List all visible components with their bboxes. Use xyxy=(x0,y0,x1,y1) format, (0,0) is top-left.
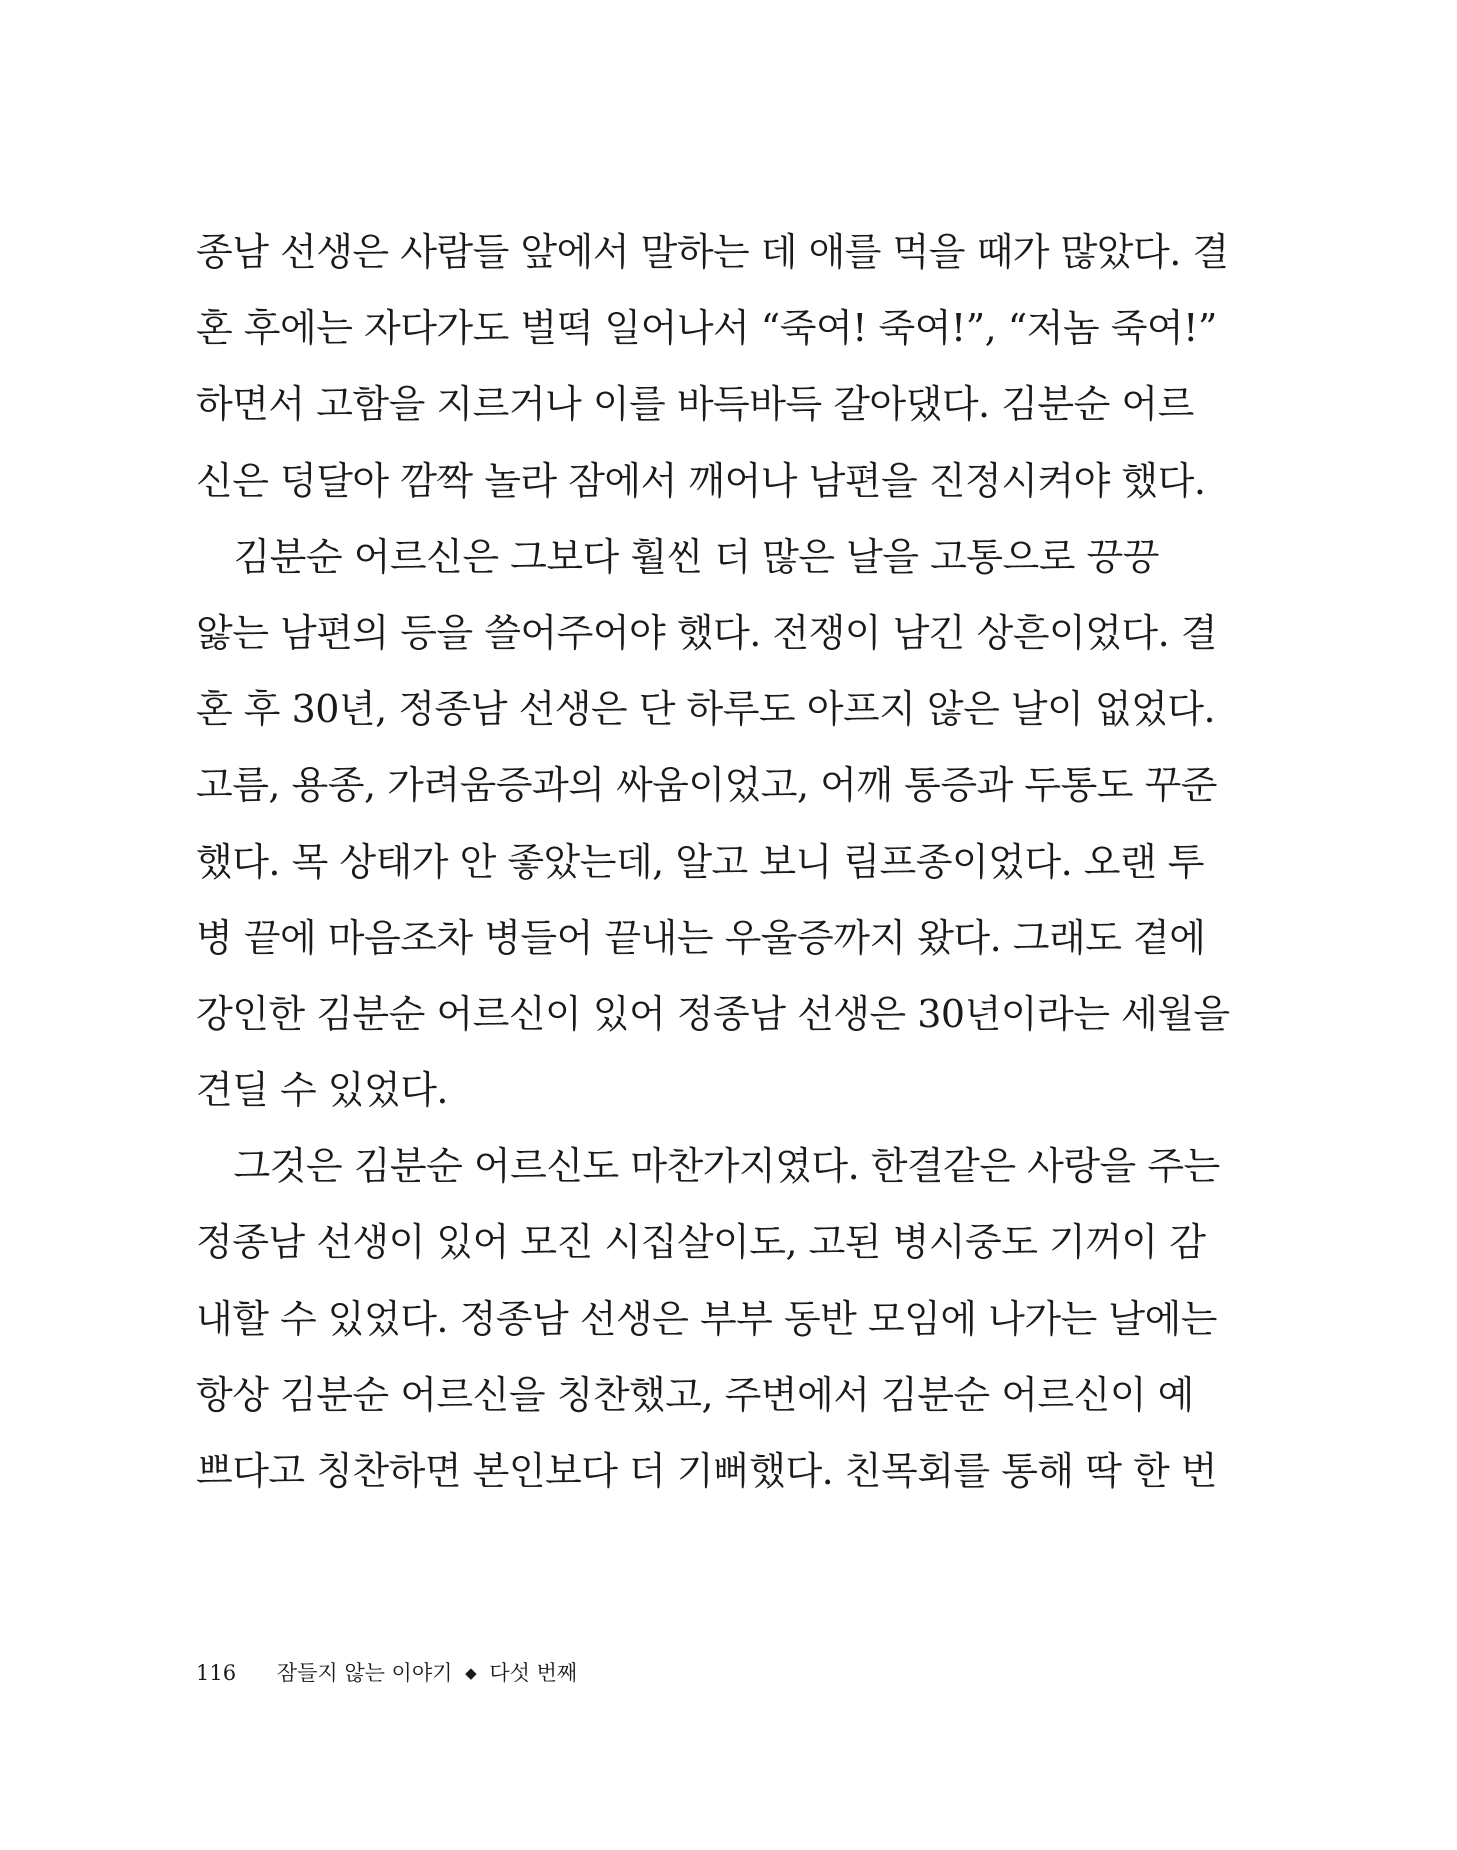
text-line: 병 끝에 마음조차 병들어 끝내는 우울증까지 왔다. 그래도 곁에 xyxy=(196,915,1206,960)
text-line: 했다. 목 상태가 안 좋았는데, 알고 보니 림프종이었다. 오랜 투 xyxy=(196,839,1204,884)
text-line: 종남 선생은 사람들 앞에서 말하는 데 애를 먹을 때가 많았다. 결 xyxy=(196,230,1229,274)
page-number: 116 xyxy=(196,1661,237,1685)
volume-label: 다섯 번째 xyxy=(489,1661,578,1685)
text-line: 김분순 어르신은 그보다 훨씬 더 많은 날을 고통으로 끙끙 xyxy=(196,534,1159,579)
text-line: 혼 후에는 자다가도 벌떡 일어나서 “죽여! 죽여!”, “저놈 죽여!” xyxy=(196,306,1217,351)
text-line: 앓는 남편의 등을 쓸어주어야 했다. 전쟁이 남긴 상흔이었다. 결 xyxy=(196,610,1217,655)
text-line: 고름, 용종, 가려움증과의 싸움이었고, 어깨 통증과 두통도 꾸준 xyxy=(196,763,1217,808)
text-line: 내할 수 있었다. 정종남 선생은 부부 동반 모임에 나가는 날에는 xyxy=(196,1296,1217,1341)
page-footer xyxy=(196,1658,577,1688)
body-text xyxy=(196,222,1230,1517)
text-line: 정종남 선생이 있어 모진 시집살이도, 고된 병시중도 기꺼이 감 xyxy=(196,1220,1206,1265)
text-line: 쁘다고 칭찬하면 본인보다 더 기뻐했다. 친목회를 통해 딱 한 번 xyxy=(196,1449,1217,1493)
text-line: 항상 김분순 어르신을 칭찬했고, 주변에서 김분순 어르신이 예 xyxy=(196,1372,1194,1417)
text-line: 하면서 고함을 지르거나 이를 바득바득 갈아댔다. 김분순 어르 xyxy=(196,382,1194,427)
text-line: 혼 후 30년, 정종남 선생은 단 하루도 아프지 않은 날이 없었다. xyxy=(196,687,1216,732)
book-title: 잠들지 않는 이야기 xyxy=(276,1661,453,1685)
text-line: 신은 덩달아 깜짝 놀라 잠에서 깨어나 남편을 진정시켜야 했다. xyxy=(196,458,1206,503)
text-line: 그것은 김분순 어르신도 마찬가지였다. 한결같은 사랑을 주는 xyxy=(196,1144,1220,1189)
text-line: 견딜 수 있었다. xyxy=(196,1068,448,1113)
text-line: 강인한 김분순 어르신이 있어 정종남 선생은 30년이라는 세월을 xyxy=(196,991,1230,1036)
diamond-separator-icon: ◆ xyxy=(465,1664,477,1682)
